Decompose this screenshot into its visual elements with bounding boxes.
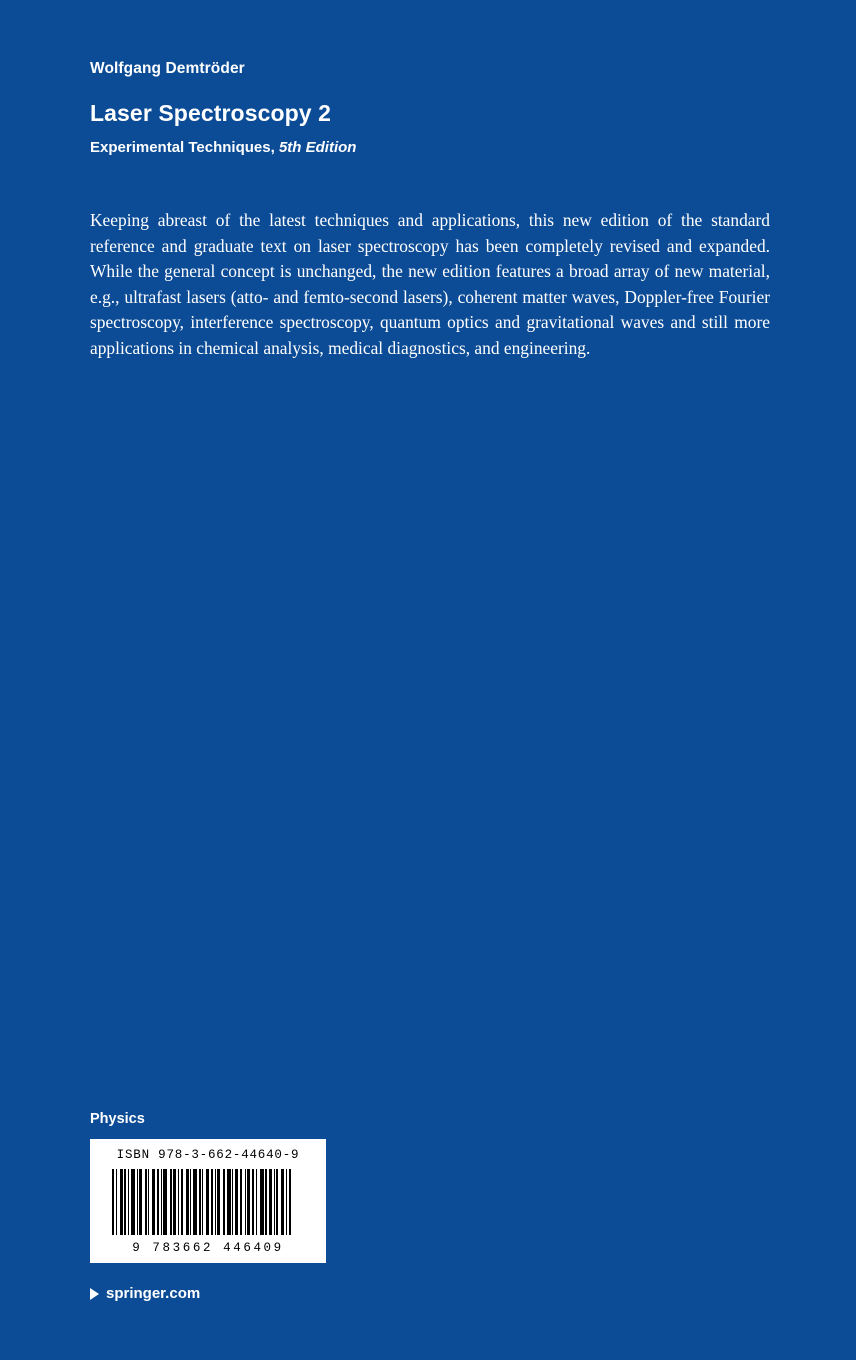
ean-digits: 9 783662 446409	[132, 1241, 284, 1255]
cover-text-block	[90, 60, 770, 378]
triangle-icon	[90, 1288, 99, 1300]
subtitle-main: Experimental Techniques,	[90, 139, 275, 156]
isbn-number: ISBN 978-3-662-44640-9	[116, 1148, 300, 1162]
book-description: Keeping abreast of the latest techniques and applications, this new edition of the standard reference and graduate text on laser spectroscopy has been completely revised and expanded. While the general concept is unchanged, the new edition features a broad array of new material, e.g., ultrafast lasers (atto- and femto-second lasers), coherent matter waves, Doppler-free Fourier spectroscopy, interference spectroscopy, quantum optics and gravitational waves and still more applications in chemical analysis, medical diagnostics, and engineering.	[90, 210, 770, 358]
book-subtitle	[90, 139, 770, 156]
cover-footer	[90, 1111, 490, 1302]
barcode-bars	[112, 1169, 304, 1235]
author-name: Wolfgang Demtröder	[90, 60, 245, 77]
book-title: Laser Spectroscopy 2	[90, 100, 332, 126]
publisher-logo[interactable]	[90, 1285, 490, 1302]
subtitle-edition: 5th Edition	[278, 139, 357, 156]
subject-category: Physics	[90, 1111, 145, 1127]
isbn-barcode	[90, 1139, 326, 1263]
publisher-url: springer.com	[106, 1285, 201, 1302]
